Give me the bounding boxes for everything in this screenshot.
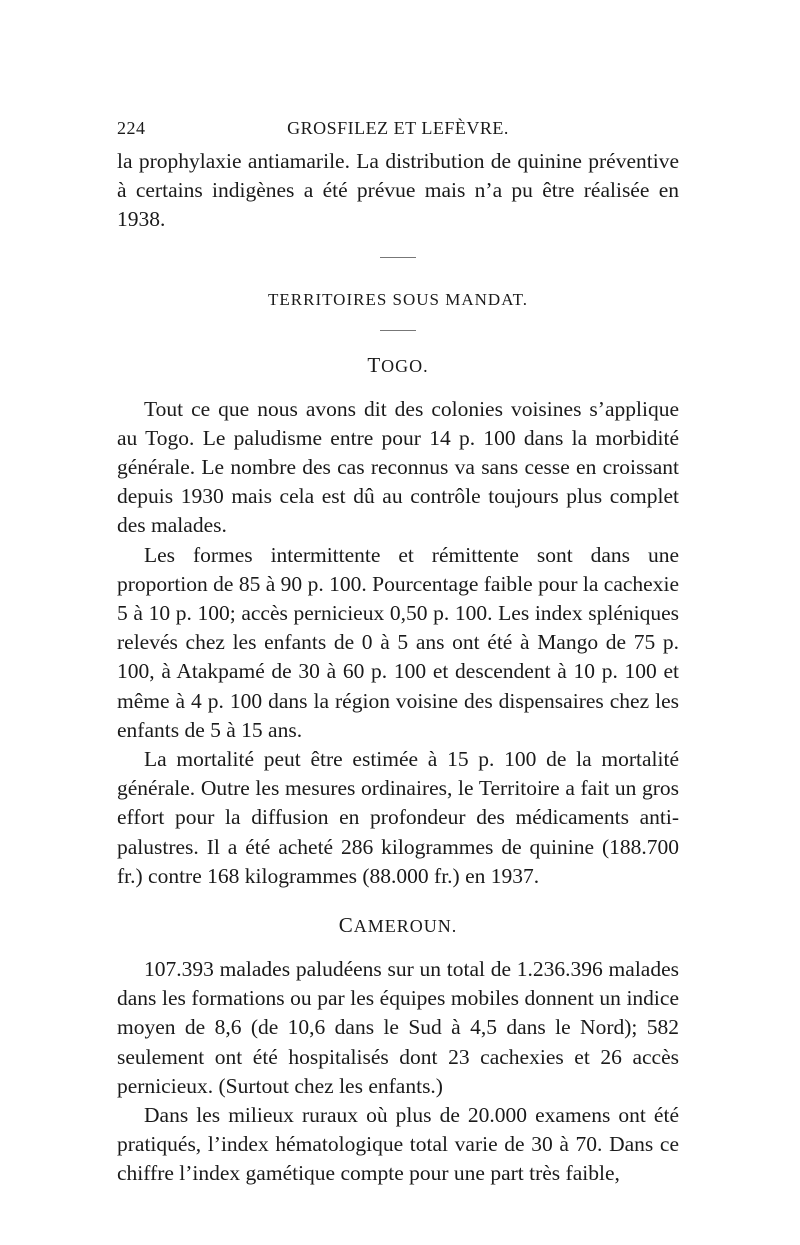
subheading-togo xyxy=(117,353,679,378)
running-title: GROSFILEZ ET LEFÈVRE. xyxy=(287,118,509,138)
text-block-intro xyxy=(117,147,679,235)
paragraph-continued: la prophylaxie antiamarile. La distribution de quinine préventive à certains indigènes a été prévue mais n’a pu être réalisée en 1938. xyxy=(117,149,679,232)
paragraph: Tout ce que nous avons dit des colonies voisines s’applique au Togo. Le paludisme entre pour 14 p. 100 dans la morbidité générale. Le nombre des cas reconnus va sans cesse en croissant depuis 1930 mais cela est dû au contrôle toujours plus complet des malades. xyxy=(117,396,679,538)
subheading-togo-initial: T xyxy=(367,352,382,377)
separator-rule xyxy=(380,330,416,331)
subheading-togo-rest: OGO. xyxy=(381,355,429,376)
paragraph: 107.393 malades paludéens sur un total de 1.236.396 malades dans les formations ou par les équipes mobiles donnent un indice moyen de 8,6 (de 10,6 dans le Sud à 4,5 dans le Nord); 582 seulement ont été hospitalisés dont 23 cachexies et 26 accès pernicieux. (Surtout chez les enfants.) xyxy=(117,957,679,1098)
running-header xyxy=(117,118,679,144)
paragraph: Les formes intermittente et rémittente sont dans une proportion de 85 à 90 p. 100. Pourcentage faible pour la cachexie 5 à 10 p. 100; accès pernicieux 0,50 p. 100. Les index spléniques relevés chez les enfants de 0 à 5 ans ont été à Mango de 75 p. 100, à Atakpamé de 30 à 60 p. 100 et descendent à 10 p. 100 et même à 4 p. 100 dans la région voisine des dispensaires chez les enfants de 5 à 15 ans. xyxy=(117,542,679,742)
separator-rule xyxy=(380,257,416,258)
subheading-cameroun xyxy=(117,913,679,938)
text-block-togo xyxy=(117,395,679,891)
text-block-cameroun xyxy=(117,955,679,1189)
section-heading-territoires: TERRITOIRES SOUS MANDAT. xyxy=(268,289,528,309)
paragraph: Dans les milieux ruraux où plus de 20.000 examens ont été pratiqués, l’index hématologique total varie de 30 à 70. Dans ce chiffre l’index gamétique compte pour une part très faible, xyxy=(117,1103,679,1186)
document-page xyxy=(117,118,679,1189)
paragraph: La mortalité peut être estimée à 15 p. 100 de la mortalité générale. Outre les mesures ordinaires, le Territoire a fait un gros effort pour la diffusion en profondeur des médicaments anti-palustres. Il a été acheté 286 kilogrammes de quinine (188.700 fr.) contre 168 kilogrammes (88.000 fr.) en 1937. xyxy=(117,747,679,888)
subheading-cameroun-rest: AMEROUN. xyxy=(353,916,458,937)
subheading-cameroun-initial: C xyxy=(338,913,354,938)
page-number: 224 xyxy=(117,118,146,138)
